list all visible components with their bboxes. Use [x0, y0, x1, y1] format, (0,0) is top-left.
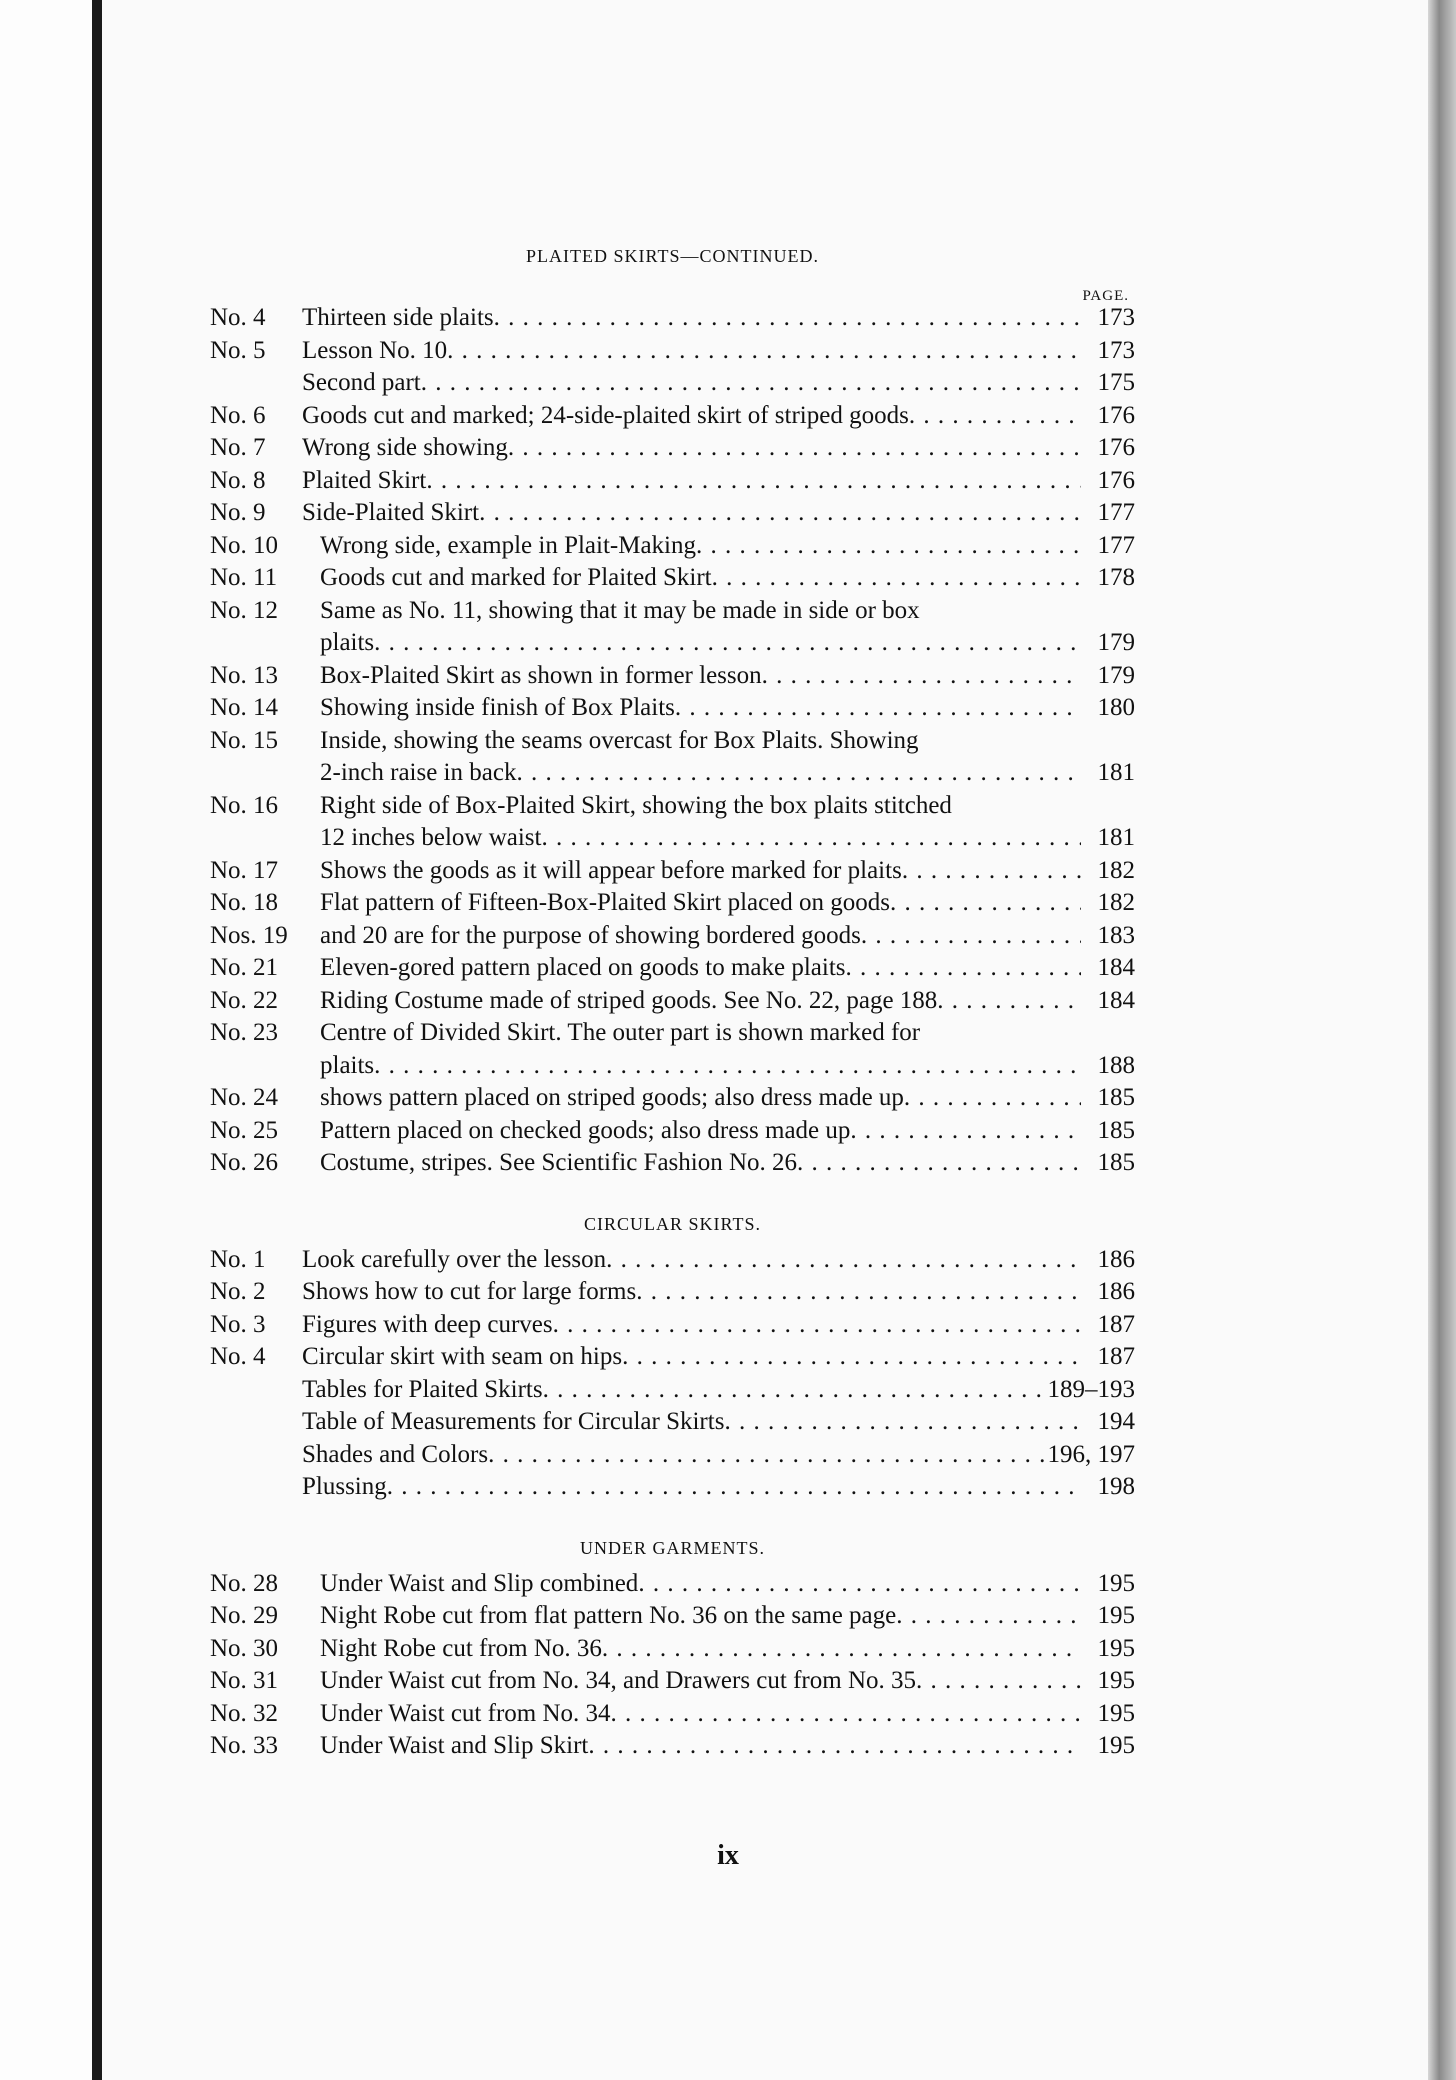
entry-label: Nos. 19	[210, 921, 288, 949]
list-item	[210, 302, 1135, 335]
list-item-continuation	[210, 627, 1135, 660]
page-number: ix	[717, 1840, 739, 1871]
entry-page: 195	[1097, 1569, 1135, 1597]
entry-text: Thirteen side plaits	[302, 304, 494, 331]
entry-text: Look carefully over the lesson	[302, 1245, 607, 1273]
dot-leader	[494, 302, 1081, 335]
table-of-contents	[210, 246, 1135, 1763]
list-item	[210, 725, 1135, 758]
entry-page: 177	[1097, 499, 1135, 526]
dot-leader	[638, 1568, 1081, 1601]
entry-page: 175	[1097, 369, 1135, 396]
entry-label: No. 30	[210, 1634, 279, 1662]
entry-text: Night Robe cut from No. 36	[320, 1634, 602, 1662]
dot-leader	[909, 400, 1081, 433]
entry-label: No. 22	[210, 986, 279, 1014]
binding-gutter	[92, 0, 102, 2080]
under-garments-list	[210, 1568, 1135, 1763]
list-item	[210, 985, 1135, 1018]
list-item	[210, 1374, 1135, 1407]
list-item	[210, 660, 1135, 693]
list-item	[210, 367, 1135, 400]
dot-leader	[479, 497, 1081, 530]
entry-label: No. 5	[210, 336, 266, 364]
entry-page: 196, 197	[1047, 1440, 1135, 1468]
entry-text: Centre of Divided Skirt. The outer part is shown marked for	[320, 1019, 921, 1046]
circular-list	[210, 1244, 1135, 1504]
list-item	[210, 562, 1135, 595]
entry-page: 186	[1097, 1245, 1135, 1273]
entry-text: Table of Measurements for Circular Skirts	[302, 1408, 725, 1435]
list-item	[210, 1439, 1135, 1472]
dot-leader	[541, 822, 1081, 855]
list-item	[210, 530, 1135, 563]
entry-label: No. 32	[210, 1699, 279, 1727]
entry-label: No. 21	[210, 954, 279, 981]
entry-page: 188	[1097, 1051, 1135, 1079]
entry-text: shows pattern placed on striped goods; also dress made up	[320, 1084, 904, 1111]
dot-leader	[850, 1115, 1081, 1148]
plaited-list	[210, 302, 1135, 1180]
dot-leader	[797, 1147, 1081, 1180]
list-item	[210, 790, 1135, 823]
entry-page: 195	[1097, 1667, 1135, 1694]
list-item	[210, 595, 1135, 628]
dot-leader	[890, 887, 1081, 920]
list-item	[210, 1698, 1135, 1731]
entry-text: Wrong side, example in Plait-Making	[320, 531, 697, 559]
entry-text: Shows how to cut for large forms	[302, 1278, 637, 1305]
entry-label: No. 4	[210, 304, 266, 331]
entry-text: Goods cut and marked for Plaited Skirt	[320, 564, 712, 591]
list-item-continuation	[210, 757, 1135, 790]
entry-label: No. 29	[210, 1602, 279, 1629]
dot-leader	[622, 1341, 1081, 1374]
dot-leader	[516, 757, 1081, 790]
entry-text: Plaited Skirt	[302, 466, 427, 494]
entry-text: Side-Plaited Skirt	[302, 499, 480, 526]
entry-label: No. 33	[210, 1732, 279, 1759]
dot-leader	[916, 1665, 1081, 1698]
dot-leader	[447, 335, 1081, 368]
dot-leader	[588, 1730, 1081, 1763]
dot-leader	[724, 1406, 1081, 1439]
entry-label: No. 4	[210, 1343, 266, 1370]
dot-leader	[611, 1698, 1081, 1731]
entry-page: 195	[1097, 1732, 1135, 1759]
entry-page: 189–193	[1047, 1375, 1135, 1403]
list-item	[210, 400, 1135, 433]
entry-page: 185	[1097, 1084, 1135, 1111]
list-item	[210, 1665, 1135, 1698]
dot-leader	[508, 432, 1081, 465]
entry-label: No. 18	[210, 889, 279, 916]
entry-page: 176	[1097, 401, 1135, 429]
entry-text: Showing inside finish of Box Plaits	[320, 694, 675, 721]
entry-text: Under Waist and Slip combined	[320, 1569, 639, 1597]
dot-leader	[543, 1374, 1048, 1407]
list-item	[210, 1341, 1135, 1374]
entry-text-continued: plaits	[320, 1051, 375, 1079]
entry-text: Pattern placed on checked goods; also dress made up	[320, 1116, 851, 1144]
entry-label: No. 11	[210, 564, 278, 591]
entry-page: 186	[1097, 1278, 1135, 1305]
entry-page: 180	[1097, 694, 1135, 721]
entry-text: Flat pattern of Fifteen-Box-Plaited Skirt placed on goods	[320, 889, 891, 916]
entry-page: 182	[1097, 889, 1135, 916]
entry-text: Right side of Box-Plaited Skirt, showing the box plaits stitched	[320, 791, 952, 819]
list-item	[210, 1276, 1135, 1309]
entry-page: 176	[1097, 466, 1135, 494]
list-item	[210, 497, 1135, 530]
entry-text: Night Robe cut from flat pattern No. 36 on the same page	[320, 1602, 897, 1629]
dot-leader	[762, 660, 1081, 693]
entry-text: Figures with deep curves	[302, 1310, 553, 1338]
list-item	[210, 1633, 1135, 1666]
entry-label: No. 28	[210, 1569, 279, 1597]
entry-page: 195	[1097, 1602, 1135, 1629]
list-item	[210, 1406, 1135, 1439]
entry-label: No. 13	[210, 661, 279, 689]
entry-page: 185	[1097, 1116, 1135, 1144]
entry-text: Circular skirt with seam on hips	[302, 1343, 623, 1370]
entry-page: 173	[1097, 304, 1135, 331]
entry-page: 187	[1097, 1310, 1135, 1338]
dot-leader	[636, 1276, 1081, 1309]
entry-text: Under Waist and Slip Skirt	[320, 1732, 589, 1759]
entry-text: Second part	[302, 369, 421, 396]
entry-page: 173	[1097, 336, 1135, 364]
entry-page: 183	[1097, 921, 1135, 949]
entry-page: 187	[1097, 1343, 1135, 1370]
entry-page: 181	[1097, 759, 1135, 786]
section-title-plaited: PLAITED SKIRTS—CONTINUED.	[526, 246, 819, 266]
section-title-circular: CIRCULAR SKIRTS.	[584, 1213, 761, 1234]
entry-label: No. 12	[210, 596, 279, 624]
dot-leader	[861, 920, 1081, 953]
entry-text: Riding Costume made of striped goods. See No. 22, page 188	[320, 986, 938, 1014]
entry-text-continued: 2-inch raise in back	[320, 759, 517, 786]
list-item-continuation	[210, 1050, 1135, 1083]
page-edge-shadow	[1428, 0, 1456, 2080]
entry-page: 195	[1097, 1699, 1135, 1727]
dot-leader	[606, 1244, 1081, 1277]
section-title-under: UNDER GARMENTS.	[579, 1537, 765, 1558]
entry-label: No. 2	[210, 1278, 266, 1305]
entry-text: Tables for Plaited Skirts	[302, 1375, 543, 1403]
dot-leader	[374, 1050, 1081, 1083]
list-item	[210, 1147, 1135, 1180]
list-item	[210, 1115, 1135, 1148]
entry-page: 182	[1097, 856, 1135, 884]
entry-label: No. 24	[210, 1084, 279, 1111]
entry-label: No. 3	[210, 1310, 266, 1338]
entry-label: No. 15	[210, 726, 279, 754]
entry-text-continued: plaits	[320, 629, 375, 656]
entry-page: 185	[1097, 1149, 1135, 1176]
list-item	[210, 1471, 1135, 1504]
entry-label: No. 25	[210, 1116, 279, 1144]
list-item	[210, 952, 1135, 985]
entry-page: 181	[1097, 824, 1135, 851]
entry-text: Inside, showing the seams overcast for Box Plaits. Showing	[320, 726, 919, 754]
entry-text-continued: 12 inches below waist	[320, 824, 542, 851]
entry-page: 194	[1097, 1408, 1135, 1435]
entry-text: Same as No. 11, showing that it may be made in side or box	[320, 596, 920, 624]
entry-page: 176	[1097, 434, 1135, 461]
entry-page: 179	[1097, 629, 1135, 656]
entry-text: and 20 are for the purpose of showing bordered goods	[320, 921, 861, 949]
entry-text: Box-Plaited Skirt as shown in former lesson	[320, 661, 762, 689]
entry-page: 198	[1097, 1473, 1135, 1500]
entry-label: No. 8	[210, 466, 266, 494]
list-item	[210, 855, 1135, 888]
entry-text: Shades and Colors	[302, 1440, 489, 1468]
dot-leader	[602, 1633, 1081, 1666]
entry-label: No. 26	[210, 1149, 279, 1176]
entry-text: Under Waist cut from No. 34	[320, 1699, 611, 1727]
list-item-continuation	[210, 822, 1135, 855]
entry-page: 184	[1097, 986, 1135, 1014]
entry-label: No. 9	[210, 499, 266, 526]
dot-leader	[374, 627, 1081, 660]
entry-label: No. 16	[210, 791, 279, 819]
dot-leader	[387, 1471, 1081, 1504]
entry-text: Under Waist cut from No. 34, and Drawers cut from No. 35	[320, 1667, 916, 1694]
dot-leader	[696, 530, 1081, 563]
list-item	[210, 1244, 1135, 1277]
entry-page: 195	[1097, 1634, 1135, 1662]
list-item	[210, 1309, 1135, 1342]
dot-leader	[488, 1439, 1047, 1472]
list-item	[210, 1568, 1135, 1601]
entry-page: 178	[1097, 564, 1135, 591]
entry-text: Eleven-gored pattern placed on goods to make plaits	[320, 954, 846, 981]
list-item	[210, 692, 1135, 725]
entry-label: No. 7	[210, 434, 266, 461]
entry-text: Lesson No. 10	[302, 336, 448, 364]
entry-label: No. 10	[210, 531, 279, 559]
dot-leader	[902, 855, 1081, 888]
entry-label: No. 17	[210, 856, 279, 884]
dot-leader	[421, 367, 1081, 400]
dot-leader	[553, 1309, 1081, 1342]
entry-page: 179	[1097, 661, 1135, 689]
entry-label: No. 23	[210, 1019, 279, 1046]
dot-leader	[675, 692, 1081, 725]
facing-page-edge	[0, 0, 92, 2080]
entry-text: Shows the goods as it will appear before marked for plaits	[320, 856, 902, 884]
entry-text: Costume, stripes. See Scientific Fashion No. 26	[320, 1149, 798, 1176]
list-item	[210, 1730, 1135, 1763]
list-item	[210, 1600, 1135, 1633]
entry-text: Goods cut and marked; 24-side-plaited skirt of striped goods	[302, 401, 909, 429]
list-item	[210, 335, 1135, 368]
entry-label: No. 31	[210, 1667, 279, 1694]
entry-label: No. 1	[210, 1245, 266, 1273]
entry-label: No. 6	[210, 401, 266, 429]
entry-page: 177	[1097, 531, 1135, 559]
entry-page: 184	[1097, 954, 1135, 981]
page-column-header: PAGE.	[1082, 288, 1129, 304]
dot-leader	[896, 1600, 1081, 1633]
list-item	[210, 1082, 1135, 1115]
list-item	[210, 432, 1135, 465]
dot-leader	[846, 952, 1081, 985]
entry-text: Plussing	[302, 1473, 387, 1500]
list-item	[210, 887, 1135, 920]
dot-leader	[937, 985, 1081, 1018]
dot-leader	[712, 562, 1081, 595]
list-item	[210, 920, 1135, 953]
list-item	[210, 1017, 1135, 1050]
dot-leader	[904, 1082, 1081, 1115]
entry-label: No. 14	[210, 694, 279, 721]
entry-text: Wrong side showing	[302, 434, 508, 461]
list-item	[210, 465, 1135, 498]
dot-leader	[426, 465, 1081, 498]
